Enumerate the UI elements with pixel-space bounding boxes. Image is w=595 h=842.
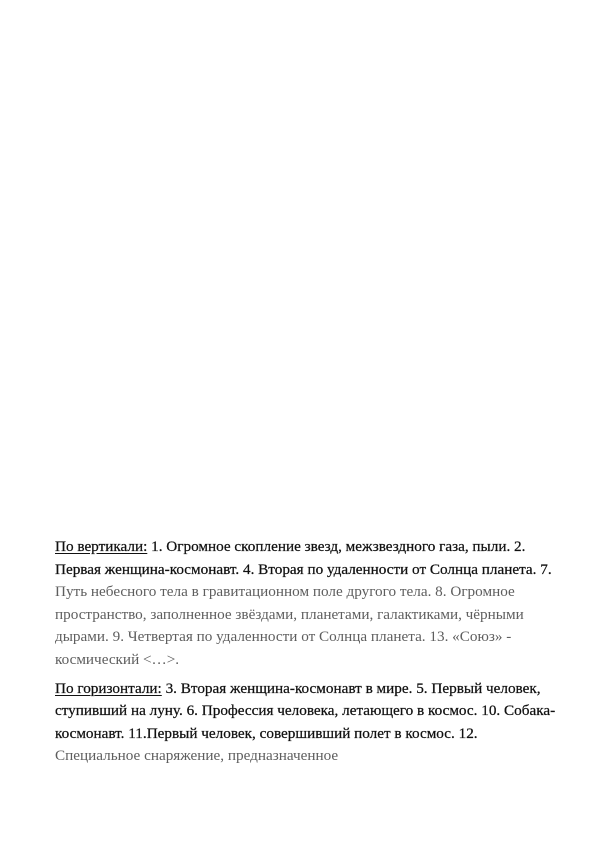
horizontal-clues-text-primary: 3. Вторая женщина-космонавт в мире. 5. Первый человек, ступивший на луну. 6. Профессия человека, летающего в космос. 10. Собака-космонавт. 11.Первый человек, совершивший полет в космос. 12. (55, 679, 556, 742)
vertical-clues-paragraph (55, 536, 560, 672)
horizontal-clues-paragraph (55, 678, 560, 768)
vertical-clues-text-primary: 1. Огромное скопление звезд, межзвездного газа, пыли. 2. Первая женщина-космонавт. 4. Вторая по удаленности от Солнца планета. 7. (55, 538, 552, 578)
horizontal-clues-heading: По горизонтали: (55, 679, 162, 697)
horizontal-clues-text-secondary: Специальное снаряжение, предназначенное (55, 747, 339, 765)
vertical-clues-heading: По вертикали: (55, 538, 148, 555)
crossword-clues (55, 536, 560, 768)
vertical-clues-text-secondary: Путь небесного тела в гравитационном поле другого тела. 8. Огромное пространство, заполненное звёздами, планетами, галактиками, чёрными дырами. 9. Четвертая по удаленности от Солнца планета. 13. «Союз» - космический <…>. (55, 583, 524, 668)
